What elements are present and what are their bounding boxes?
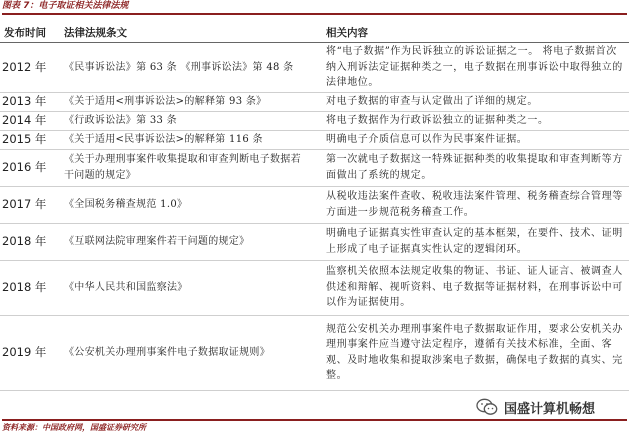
table-row xyxy=(0,111,629,130)
cell-year: 2016 年 xyxy=(0,149,60,186)
cell-law: 《关于适用<刑事诉讼法>的解释第 93 条》 xyxy=(60,92,314,111)
cell-year: 2014 年 xyxy=(0,111,60,130)
cell-year: 2013 年 xyxy=(0,92,60,111)
header-law: 法律法规条文 xyxy=(60,22,314,43)
table-row xyxy=(0,149,629,186)
cell-law: 《民事诉讼法》第 63 条 《刑事诉讼法》第 48 条 xyxy=(60,43,314,93)
table-row xyxy=(0,315,629,390)
cell-law: 《互联网法院审理案件若干问题的规定》 xyxy=(60,223,314,260)
table-row xyxy=(0,186,629,223)
cell-desc: 第一次就电子数据这一特殊证据种类的收集提取和审查判断等方面做出了系统的规定。 xyxy=(314,149,629,186)
cell-law: 《关于办理刑事案件收集提取和审查判断电子数据若干问题的规定》 xyxy=(60,149,314,186)
cell-law: 《关于适用<民事诉讼法>的解释第 116 条 xyxy=(60,130,314,149)
cell-law: 《公安机关办理刑事案件电子数据取证规则》 xyxy=(60,315,314,390)
table-row xyxy=(0,223,629,260)
table-row xyxy=(0,92,629,111)
cell-desc: 将电子数据作为行政诉讼独立的证据种类之一。 xyxy=(314,111,629,130)
cell-desc: 明确电子介质信息可以作为民事案件证据。 xyxy=(314,130,629,149)
table-row xyxy=(0,43,629,93)
header-year: 发布时间 xyxy=(0,22,60,43)
table-row xyxy=(0,260,629,315)
cell-year: 2012 年 xyxy=(0,43,60,93)
cell-year: 2019 年 xyxy=(0,315,60,390)
cell-year: 2018 年 xyxy=(0,223,60,260)
watermark-text: 国盛计算机畅想 xyxy=(504,401,596,417)
cell-law: 《中华人民共和国监察法》 xyxy=(60,260,314,315)
cell-desc: 监察机关依照本法规定收集的物证、书证、证人证言、被调查人供述和辩解、视听资料、电子数据等证据材料，在刑事诉讼中可以作为证据使用。 xyxy=(314,260,629,315)
cell-desc: 规范公安机关办理刑事案件电子数据取证作用，要求公安机关办理刑事案件应当遵守法定程序，遵循有关技术标准，全面、客观、及时地收集和提取涉案电子数据，确保电子数据的真实、完整。 xyxy=(314,315,629,390)
header-desc: 相关内容 xyxy=(314,22,629,43)
cell-desc: 对电子数据的审查与认定做出了详细的规定。 xyxy=(314,92,629,111)
cell-year: 2017 年 xyxy=(0,186,60,223)
source-note: 资料来源：中国政府网，国盛证券研究所 xyxy=(2,419,627,436)
wechat-icon xyxy=(476,398,498,416)
cell-law: 《全国税务稽查规范 1.0》 xyxy=(60,186,314,223)
figure-caption: 图表 7：电子取证相关法律法规 xyxy=(2,0,627,15)
watermark xyxy=(476,397,595,417)
cell-year: 2015 年 xyxy=(0,130,60,149)
cell-desc: 从税收违法案件查收、税收违法案件管理、税务稽查综合管理等方面进一步规范税务稽查工作。 xyxy=(314,186,629,223)
cell-law: 《行政诉讼法》第 33 条 xyxy=(60,111,314,130)
cell-desc: 明确电子证据真实性审查认定的基本框架，在要件、技术、证明上形成了电子证据真实性认定的逻辑闭环。 xyxy=(314,223,629,260)
cell-year: 2018 年 xyxy=(0,260,60,315)
table-header-row xyxy=(0,22,629,43)
laws-table xyxy=(0,22,629,391)
table-row xyxy=(0,130,629,149)
cell-desc: 将“电子数据”作为民诉独立的诉讼证据之一。 将电子数据首次纳入刑诉法定证据种类之一，电子数据在刑事诉讼中取得独立的法律地位。 xyxy=(314,43,629,93)
